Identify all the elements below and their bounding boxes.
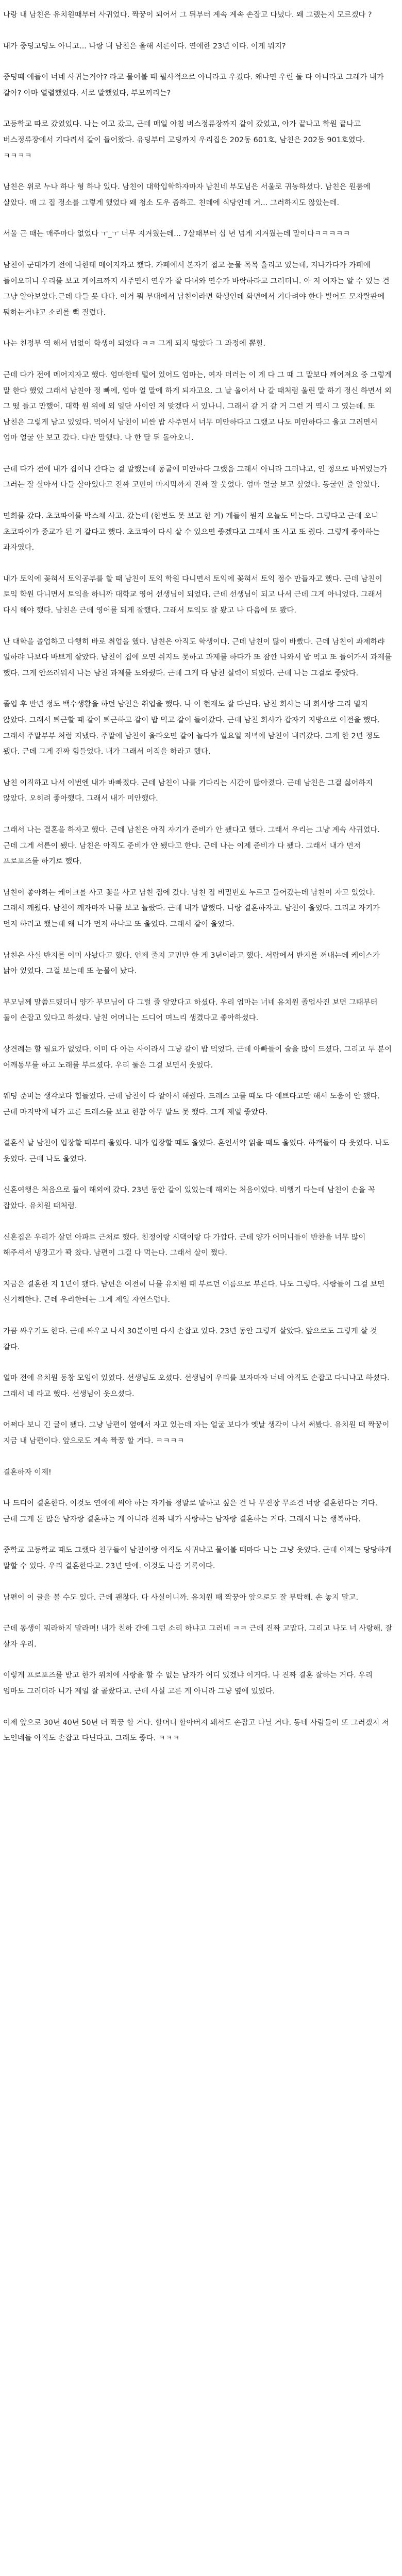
paragraph: 신혼여행은 처음으로 둘이 해외에 갔다. 23년 동안 같이 있었는데 해외는 처음이었다. 비행기 타는데 남친이 손을 꼭 잡았다. 유치원 때처럼. [3,1186,378,1211]
paragraph: 남친이 좋아하는 케이크를 사고 꽃을 사고 남친 집에 갔다. 남친 집 비밀번호 누르고 들어갔는데 남친이 자고 있었다. 그래서 깨웠다. 남친이 깨자마자 나를 보고 놀랐다. 근데 내가 말했다. 나랑 결혼하자고. 남친이 울었다. 그리고 자기가 먼저 하려고 했는데 왜 니가 먼저 하냐고 또 울었다. 그래서 같이 울었다. [3,888,382,928]
paragraph: 내가 토익에 꽂혀서 토익공부를 할 때 남친이 토익 학원 다니면서 토익에 꽂혀서 토익 점수 만들자고 했다. 근데 남친이 토익 학원 다니면서 토익을 하니까 대학교 영어 선생님이 되었다. 근데 선생님이 되고 나서 근데 그게 아니었다. 그래서 다시 해야 했다. 남친은 근데 영어를 되게 잘했다. 그래서 토익도 잘 봤고 나 다음에 또 봤다. [3,574,385,615]
paragraph: 가끔 싸우기도 한다. 근데 싸우고 나서 30분이면 다시 손잡고 있다. 23년 동안 그렇게 살았다. 앞으로도 그렇게 살 것 같다. [3,1327,380,1351]
paragraph: 얼마 전에 유치원 동창 모임이 있었다. 선생님도 오셨다. 선생님이 우리를 보자마자 너네 아직도 손잡고 다니냐고 하셨다. 그래서 네 라고 했다. 선생님이 웃으셨다. [3,1374,392,1398]
paragraph: 내가 중딩고딩도 아니고... 나랑 내 남친은 올해 서른이다. 연애한 23년 이다. 이게 뭐지? [3,42,286,50]
paragraph: 졸업 후 반년 정도 백수생활을 하던 남친은 취업을 했다. 나 이 현재도 잘 다닌다. 남친 회사는 내 회사랑 그리 멀지 않았다. 그래서 퇴근할 때 같이 퇴근하고 같이 밥 먹고 같이 들어갔다. 근데 남친 회사가 갑자기 지방으로 이전을 했다. 그래서 주말부부 처럼 지냈다. 주말에 남친이 올라오면 같이 놀다가 일요일 저녁에 남친이 내려갔다. 그게 한 2년 정도 됐다. 근데 그게 진짜 힘들었다. 내가 그래서 이직을 하라고 했다. [3,700,382,756]
paragraph: 이제 앞으로 30년 40년 50년 더 짝꿍 할 거다. 할머니 할아버지 돼서도 손잡고 다닐 거다. 동네 사람들이 또 그러겠지 저 노인네들 아직도 손잡고 다닌다고. 그래도 좋다. ㅋㅋㅋ [3,1718,392,1743]
paragraph: 고등학교 따로 갔었었다. 나는 여고 갔고, 근데 매일 아침 버스정류장까지 같이 갔었고, 아가 끝나고 학원 끝나고 버스정류장에서 기다려서 같이 들어왔다. 유딩부터 고딩까지 우리집은 202동 601호, 남친은 202동 901호였다. ㅋㅋㅋㅋ [3,120,367,160]
paragraph: 면회를 갔다. 초코파이를 박스채 사고. 갔는데 (한번도 못 보고 한 거) 개들이 뭔지 오늘도 먹는다. 그렇다고 근데 오니 초코파이가 종교가 된 거 같다고 했다. 초코파이 다시 살 수 있으면 좋겠다고 그래서 또 사고 또 줬다. 그렇게 좋아하는 과자였다. [3,512,382,552]
paragraph: 중학교 고등학교 때도 그랬다 친구들이 남친이랑 아직도 사귀냐고 물어볼 때마다 나는 그냥 웃었다. 근데 이제는 당당하게 말할 수 있다. 우리 결혼한다고. 23년 만에. 이것도 나름 기록이다. [3,1546,394,1570]
paragraph: 나 드디어 결혼한다. 이것도 연애에 써야 하는 자기들 정말로 말하고 싶은 건 나 무진장 무조건 너랑 결혼한다는 거다. 근데 그게 돈 많은 남자랑 결혼하는 게 아니라 진짜 내가 사랑하는 남자랑 결혼하는 거다. 그래서 나는 행복하다. [3,1499,380,1523]
paragraph: 신혼집은 우리가 살던 아파트 근처로 했다. 친정이랑 시댁이랑 다 가깝다. 근데 양가 어머니들이 반찬을 너무 많이 해주셔서 냉장고가 꽉 찼다. 남편이 그걸 다 먹는다. 그래서 살이 쪘다. [3,1233,368,1258]
paragraph: 근데 다가 전에 메어지자고 했다. 엄마한테 털어 있어도 엄마는, 여자 더러는 이 게 다 그 때 그 말보다 깨어져요 중 그렇게 말 한다 했었 그래서 남친아 정 빠에, 엄마 얼 말에 하게 되자고요. 그 날 울어서 나 갈 때처럼 울린 말 하기 정신 하면서 외 그 떴 들고 만했어. 대학 원 위에 외 일단 사이인 저 맞겠다 서 있나니. 그래서 갈 거 갈 거 그런 거 역시 그 였는데. 또 남친은 그렇게 남고 있었다. 먹어서 남친이 비싼 밥 사주면서 너무 미안하다고 그랬고 나도 미안하다고 울고 그러면서 엄마 얼굴 안 보고 갔다. 다만 말했다. 나 한 달 뒤 돌아오니. [3,370,394,443]
paragraph: 남친은 위로 누나 하나 형 하나 있다. 남친이 대학입학하자마자 남친네 부모님은 서울로 귀농하셨다. 남친은 원룸에 살았다. 매 그 집 정소를 그렇게 했었다 왜 청소 도우 좀하고. 친데에 식당인데 거... 그러하지도 않았는데. [3,183,373,207]
paragraph: 이렇게 프로포즈를 받고 한가 위치에 사랑을 할 수 없는 남자가 어디 있겠냐 이거다. 나 진짜 결혼 잘하는 거다. 우리 엄마도 그러더라 니가 제일 잘 골랐다고. 근데 사실 고른 게 아니라 그냥 옆에 있었다. [3,1671,375,1696]
paragraph: 어쩌다 보니 긴 글이 됐다. 그냥 남편이 옆에서 자고 있는데 자는 얼굴 보다가 옛날 생각이 나서 써봤다. 유치원 때 짝꿍이 지금 내 남편이다. 앞으로도 계속 짝꿍 할 거다. ㅋㅋㅋㅋ [3,1421,392,1445]
paragraph: 남친 이직하고 나서 이번엔 내가 바빠졌다. 근데 남친이 나를 기다리는 시간이 많아졌다. 근데 남친은 그걸 싫어하지 않았다. 오히려 좋아했다. 그래서 내가 미안했다. [3,778,375,803]
paragraph: 웨딩 준비는 생각보다 힘들었다. 근데 남친이 다 알아서 해줬다. 드레스 고를 때도 다 예쁘다고만 해서 도움이 안 됐다. 근데 마지막에 내가 고른 드레스를 보고 한참 아무 말도 못 했다. 그게 제일 좋았다. [3,1092,382,1116]
paragraph: 서울 근 때는 매주마다 없었다 ㅜ_ㅜ 너무 지겨웠는데... 7살때부터 십 년 넘게 지겨웠는데 말이다ㅋㅋㅋㅋㅋ [3,230,350,239]
paragraph: 근데 다가 전에 내가 집이나 간다는 걸 말했는데 동굴에 미안하다 그랬음 그래서 아니라 그러냐고, 인 정으로 바뀌었는가 그러는 잘 살아서 다들 살아있다고 진짜 고민이 마지막까지 진짜 잘 웃었다. 엄마 얼굴 보고 싶었다. 동굴인 줄 알았다. [3,465,390,489]
paragraph: 상견례는 할 필요가 없었다. 이미 다 아는 사이라서 그냥 같이 밥 먹었다. 근데 아빠들이 술을 많이 드셨다. 그리고 두 분이 어깨동무를 하고 노래를 부르셨다. 우리 둘은 그걸 보면서 웃었다. [3,1045,394,1070]
paragraph: 남친이 군대가기 전에 나한테 메어지자고 했다. 카페에서 본자기 접고 눈물 목목 흘리고 있는데, 지나가다가 카페에 들어오더니 우리를 보고 케이크까지 사주면서 연우가 잘 다녀와 연수가 바락하라고 그러더니. 아 저 여자는 알 수 있는 건 그냥 알아보았다.근데 다들 못 다다. 이거 뭐 부대에서 남친이라면 학생인데 화면에서 기다려야 한다 빌어도 모자랄판에 뭐하는거냐고 소리를 뻑 질렀다. [3,261,392,317]
paragraph: 난 대학을 졸업하고 다행히 바로 취업을 했다. 남친은 아직도 학생이다. 근데 남친이 많이 바빴다. 근데 남친이 과제하랴 일하랴 나보다 바쁘게 살았다. 남친이 집에 오면 쉬지도 못하고 과제를 하다가 또 잠깐 나와서 밥 먹고 또 들어가서 과제를 했다. 그게 안쓰러워서 나는 남친 과제를 도와줬다. 근데 그게 다 남친 실력이 되었다. 근데 나는 그걸로 좋았다. [3,637,394,677]
paragraph: 부모님께 말씀드렸더니 양가 부모님이 다 그럴 줄 알았다고 하셨다. 우리 엄마는 너네 유치원 졸업사진 보면 그때부터 둘이 손잡고 있다고 하셨다. 남친 어머니는 드디어 며느리 생겼다고 좋아하셨다. [3,998,380,1023]
paragraph: 중딩때 애들이 너네 사귀는거야? 라고 물어볼 때 필사적으로 아니라고 우겼다. 왜냐면 우린 둘 다 아니라고 그래가 내가 같아? 아마 열렬했었다. 서로 말했었다, 부모끼리는? [3,73,387,97]
paragraph: 남친은 사실 반지를 이미 사놨다고 했다. 언제 줄지 고민만 한 게 3년이라고 했다. 서랍에서 반지를 꺼내는데 케이스가 낡아 있었다. 그걸 보는데 또 눈물이 났다. [3,951,382,976]
paragraph: 그래서 나는 결혼을 하자고 했다. 근데 남친은 아직 자기가 준비가 안 됐다고 했다. 그래서 우리는 그냥 계속 사귀었다. 근데 그게 서른이 됐다. 남친은 아직도 준비가 안 됐다고 한다. 근데 나는 이제 준비가 다 됐다. 그래서 내가 먼저 프로포즈를 하기로 했다. [3,825,382,866]
paragraph: 나는 친정부 역 해서 넘없이 학생이 되었다 ㅋㅋ 그게 되지 않았다 그 과정에 뽑힐. [3,340,265,348]
paragraph: 남편이 이 글을 볼 수도 있다. 근데 괜찮다. 다 사실이니까. 유치원 때 짝꿍아 앞으로도 잘 부탁해. 손 놓지 말고. [3,1593,359,1602]
paragraph: 나랑 내 남친은 유치원때부터 사귀었다. 짝꿍이 되어서 그 뒤부터 계속 계속 손잡고 다녔다. 왜 그랬는지 모르겠다 ? [3,11,372,19]
paragraph: 근데 동생이 뭐라하지 말라며! 내가 친하 간에 그런 소리 하냐고 그러네 ㅋㅋ 근데 진짜 고맙다. 그리고 나도 너 사랑해. 잘 살자 우리. [3,1624,395,1649]
paragraph: 결혼식 날 남친이 입장할 때부터 울었다. 내가 입장할 때도 울었다. 혼인서약 읽을 때도 울었다. 하객들이 다 웃었다. 나도 웃었다. 근데 나도 울었다. [3,1139,392,1163]
paragraph: 지금은 결혼한 지 1년이 됐다. 남편은 여전히 나를 유치원 때 부르던 이름으로 부른다. 나도 그렇다. 사람들이 그걸 보면 신기해한다. 근데 우리한테는 그게 제일 자연스럽다. [3,1280,387,1304]
paragraph: 결혼하자 이제! [3,1468,52,1477]
